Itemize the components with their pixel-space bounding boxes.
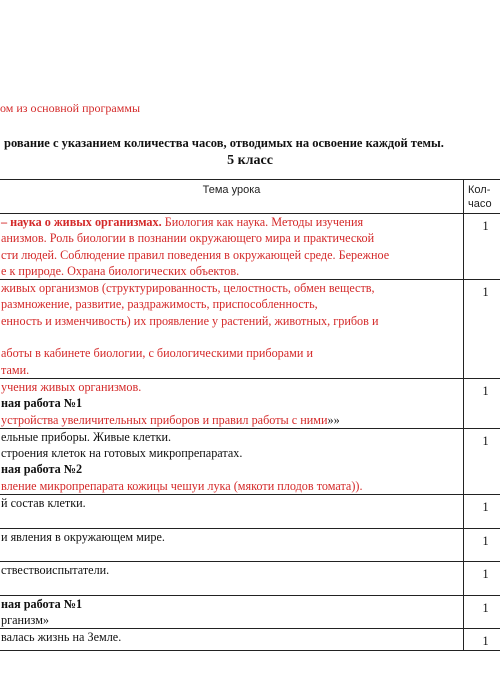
topic-text: й состав клетки. bbox=[1, 496, 86, 511]
lesson-topic-cell bbox=[0, 495, 464, 529]
topic-line bbox=[1, 263, 463, 279]
table-row bbox=[0, 528, 500, 562]
topic-line bbox=[1, 478, 463, 494]
lesson-topic-cell bbox=[0, 528, 464, 562]
topic-line bbox=[1, 629, 463, 645]
topic-text: Биология как наука. Методы изучения bbox=[164, 215, 364, 229]
topic-text: ная работа №2 bbox=[1, 462, 83, 477]
topic-line bbox=[1, 562, 463, 578]
topic-line bbox=[1, 545, 463, 561]
table-row bbox=[0, 378, 500, 428]
lesson-topic-cell bbox=[0, 562, 464, 596]
lesson-hours-cell: 1 bbox=[464, 280, 500, 379]
topic-line bbox=[1, 495, 463, 511]
topic-line bbox=[1, 362, 463, 378]
topic-text: строения клеток на готовых микропрепаратах. bbox=[1, 446, 243, 461]
topic-text: живых организмов (структурированность, целостность, обмен веществ, bbox=[1, 281, 375, 296]
topic-line bbox=[1, 379, 463, 395]
lesson-hours-cell: 1 bbox=[464, 562, 500, 596]
topic-text: рганизм» bbox=[1, 613, 49, 628]
topic-line bbox=[1, 329, 463, 345]
topic-line bbox=[1, 511, 463, 527]
lesson-topic-cell bbox=[0, 214, 464, 280]
topic-line bbox=[1, 461, 463, 477]
table-row bbox=[0, 595, 500, 629]
lesson-hours-cell: 1 bbox=[464, 378, 500, 428]
table-row bbox=[0, 629, 500, 650]
table-header-row bbox=[0, 180, 500, 214]
lesson-hours-cell: 1 bbox=[464, 428, 500, 494]
topic-line bbox=[1, 214, 463, 230]
lesson-table bbox=[0, 179, 500, 651]
lesson-topic-cell bbox=[0, 595, 464, 629]
lesson-topic-cell bbox=[0, 378, 464, 428]
lesson-topic-cell bbox=[0, 629, 464, 650]
topic-text: размножение, развитие, раздражимость, приспособленность, bbox=[1, 297, 318, 312]
section-heading: рование с указанием количества часов, отводимых на освоение каждой темы. bbox=[4, 136, 444, 150]
intro-text: ом из основной программы bbox=[0, 101, 141, 115]
topic-line bbox=[1, 345, 463, 361]
topic-text: сти людей. Соблюдение правил поведения в окружающей среде. Бережное bbox=[1, 247, 390, 262]
topic-text: и явления в окружающем мире. bbox=[1, 529, 165, 544]
topic-text: ствествоиспытатели. bbox=[1, 563, 110, 578]
topic-line bbox=[1, 612, 463, 628]
topic-text: – наука о живых организмах. bbox=[1, 215, 165, 229]
topic-text: анизмов. Роль биологии в познании окружающего мира и практической bbox=[1, 231, 375, 246]
lesson-hours-cell: 1 bbox=[464, 528, 500, 562]
topic-line bbox=[1, 579, 463, 595]
topic-text: ная работа №1 bbox=[1, 396, 83, 411]
table-body bbox=[0, 214, 500, 651]
topic-line bbox=[1, 313, 463, 329]
lesson-topic-cell bbox=[0, 428, 464, 494]
table-row bbox=[0, 495, 500, 529]
topic-line bbox=[1, 529, 463, 545]
table-row bbox=[0, 280, 500, 379]
topic-line bbox=[1, 230, 463, 246]
topic-text: учения живых организмов. bbox=[1, 379, 142, 394]
topic-text: е к природе. Охрана биологических объектов. bbox=[1, 263, 240, 278]
header-hours-line-1: Кол- bbox=[468, 184, 491, 196]
topic-text: енность и изменчивость) их проявление у растений, животных, грибов и bbox=[1, 313, 379, 328]
topic-line bbox=[1, 445, 463, 461]
topic-line bbox=[1, 247, 463, 263]
topic-line bbox=[1, 429, 463, 445]
topic-line bbox=[1, 296, 463, 312]
table-row bbox=[0, 214, 500, 280]
topic-line bbox=[1, 412, 463, 428]
topic-text: »» bbox=[327, 412, 340, 427]
lesson-hours-cell: 1 bbox=[464, 214, 500, 280]
topic-line bbox=[1, 395, 463, 411]
topic-text: ельные приборы. Живые клетки. bbox=[1, 429, 172, 444]
header-topic: Тема урока bbox=[0, 180, 464, 214]
table-row bbox=[0, 428, 500, 494]
lesson-topic-cell bbox=[0, 280, 464, 379]
lesson-hours-cell: 1 bbox=[464, 595, 500, 629]
header-hours-line-2: часо bbox=[468, 198, 492, 210]
topic-text: валась жизнь на Земле. bbox=[1, 630, 122, 645]
topic-line bbox=[1, 280, 463, 296]
topic-text: вление микропрепарата кожицы чешуи лука (мякоти плодов томата)). bbox=[1, 478, 363, 493]
topic-text: аботы в кабинете биологии, с биологическими приборами и bbox=[1, 346, 313, 361]
lesson-hours-cell: 1 bbox=[464, 495, 500, 529]
lesson-hours-cell: 1 bbox=[464, 629, 500, 650]
topic-line bbox=[1, 596, 463, 612]
grade-title: 5 класс bbox=[227, 153, 273, 168]
topic-text: тами. bbox=[1, 362, 30, 377]
table-row bbox=[0, 562, 500, 596]
topic-text: ная работа №1 bbox=[1, 596, 83, 611]
topic-text: устройства увеличительных приборов и правил работы с ними bbox=[1, 412, 328, 427]
header-hours bbox=[464, 180, 500, 214]
